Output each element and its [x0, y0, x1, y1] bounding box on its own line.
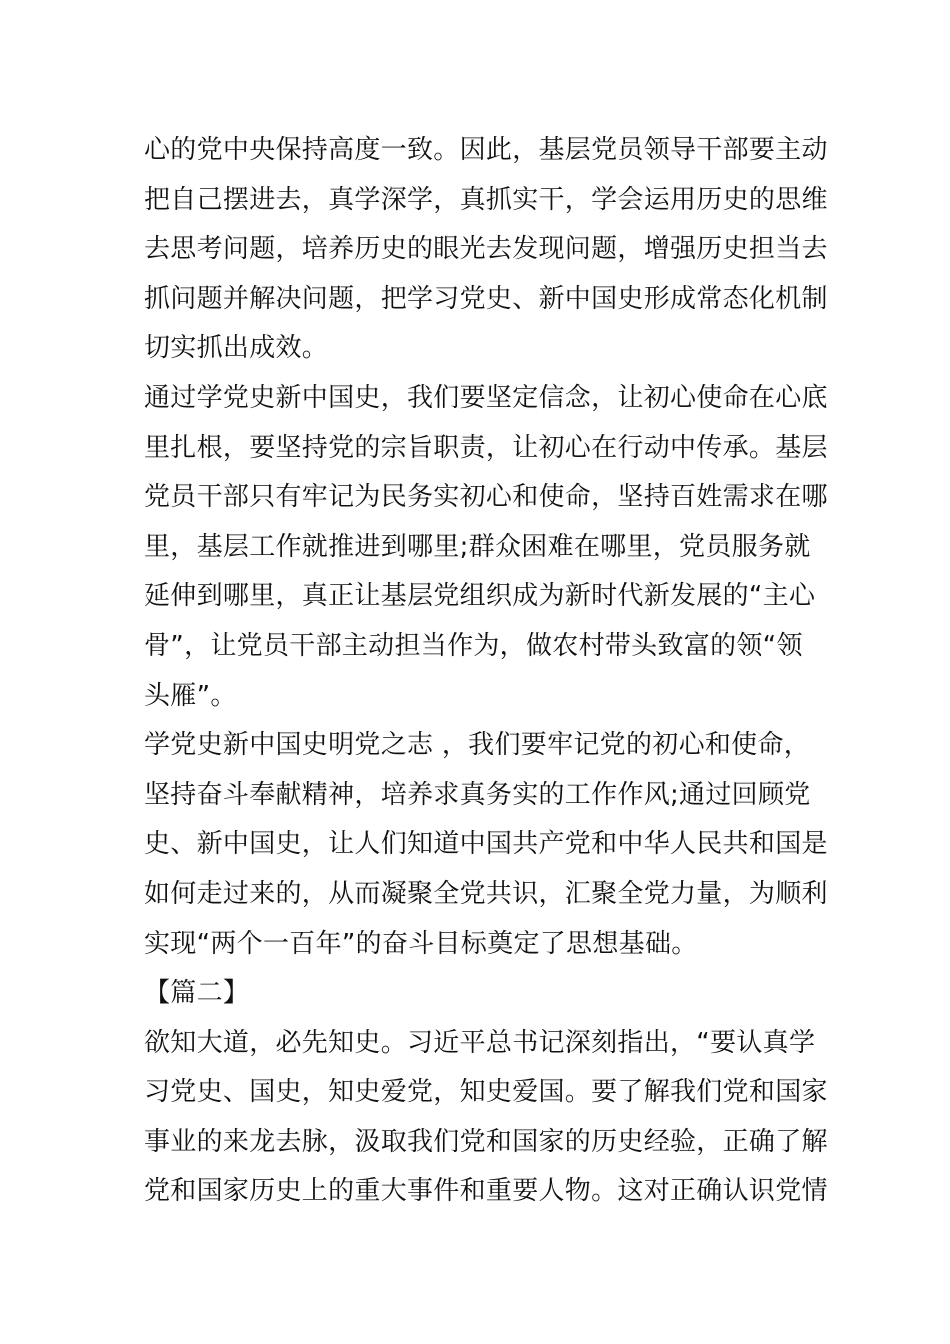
text-line: 坚持奋斗奉献精神，培养求真务实的工作作风;通过回顾党	[144, 779, 811, 810]
text-line: 如何走过来的，从而凝聚全党共识，汇聚全党力量，为顺利	[144, 878, 828, 909]
text-line: 里扎根，要坚持党的宗旨职责，让初心在行动中传承。基层	[144, 432, 828, 463]
text-line: 头雁”。	[144, 680, 237, 711]
text-line: 史、新中国史，让人们知道中国共产党和中华人民共和国是	[144, 829, 828, 860]
text-line: 去思考问题，培养历史的眼光去发现问题，增强历史担当去	[144, 234, 828, 265]
text-line: 实现“两个一百年”的奋斗目标奠定了思想基础。	[144, 928, 698, 959]
text-line: 抓问题并解决问题，把学习党史、新中国史形成常态化机制	[144, 283, 828, 314]
text-line: 里，基层工作就推进到哪里;群众困难在哪里，党员服务就	[144, 531, 811, 562]
body-text	[144, 126, 828, 1217]
text-line: 通过学党史新中国史，我们要坚定信念，让初心使命在心底	[144, 382, 828, 413]
text-line: 把自己摆进去，真学深学，真抓实干，学会运用历史的思维	[144, 184, 828, 215]
text-line: 欲知大道，必先知史。习近平总书记深刻指出，“要认真学	[144, 1027, 816, 1058]
text-line: 习党史、国史，知史爱党，知史爱国。要了解我们党和国家	[144, 1077, 828, 1108]
text-line: 党员干部只有牢记为民务实初心和使命，坚持百姓需求在哪	[144, 482, 828, 513]
text-line: 学党史新中国史明党之志 ，我们要牢记党的初心和使命，	[144, 730, 811, 761]
text-line: 延伸到哪里，真正让基层党组织成为新时代新发展的“主心	[144, 581, 816, 612]
text-line: 事业的来龙去脉，汲取我们党和国家的历史经验，正确了解	[144, 1126, 828, 1157]
text-line: 切实抓出成效。	[144, 333, 329, 364]
text-line: 心的党中央保持高度一致。因此，基层党员领导干部要主动	[144, 135, 828, 165]
text-line: 骨”，让党员干部主动担当作为，做农村带头致富的领“领	[144, 630, 803, 661]
text-line: 党和国家历史上的重大事件和重要人物。这对正确认识党情	[144, 1176, 828, 1207]
section-heading: 【篇二】	[144, 978, 250, 1009]
